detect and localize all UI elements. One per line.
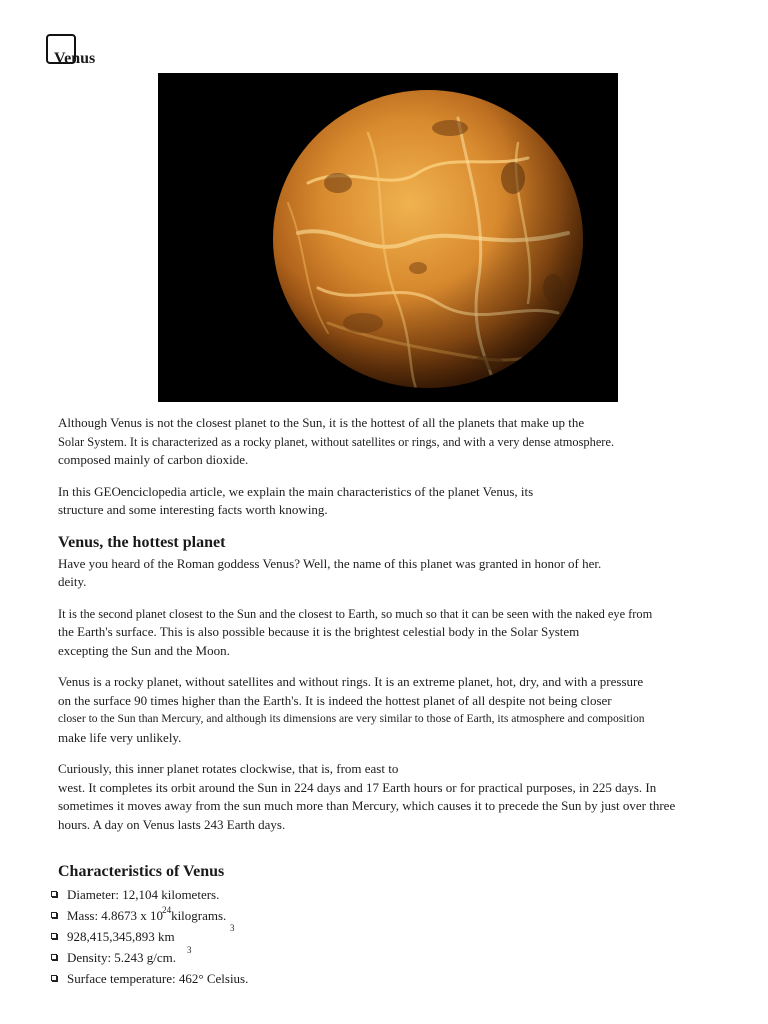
list-item-mass: Mass: 4.8673 x $10^{24}kilograms$. [51,905,711,926]
mass-exponent: 24 [162,905,172,915]
square-bullet-icon [51,891,57,897]
intro-paragraph-2: In this GEOenciclopedia article, we explain the main characteristics of the planet Venus, its structure and some interesting facts worth knowing. [58,483,534,517]
square-bullet-icon [51,975,57,981]
hottest-paragraph-3: Venus is a rocky planet, without satellites and without rings. It is an extreme planet, hot, dry, and with a pressure on the surface 90 times higher than the Earth's. It is indeed the hottest planet of all despite not being closer closer to the Sun than Mercury, and although its dimensions are very similar to those of Earth, its atmosphere and composition make life very unlikely. [58,674,645,745]
intro-paragraph-1: Although Venus is not the closest planet to the Sun, it is the hottest of all the planets that make up the Solar System. It is characterized as a rocky planet, without satellites or rings, and with a very dense atmosphere. composed mainly of carbon dioxide. [58,415,615,467]
list-item-diameter: Diameter: 12,104 kilometers. [51,884,711,905]
section-heading-characteristics: Characteristics of Venus [58,863,225,880]
square-bullet-icon [51,954,57,960]
page-title: Venus [54,50,96,67]
volume-exponent: 3 [230,923,235,933]
square-bullet-icon [51,933,57,939]
venus-planet-image [158,73,618,402]
list-item-surface-temperature: Surface temperature: 462° Celsius. [51,968,711,989]
square-bullet-icon [51,912,57,918]
hottest-paragraph-2: It is the second planet closest to the Sun and the closest to Earth, so much so that it can be seen with the naked eye from the Earth's surface. This is also possible because it is the brightest celestial body in the Solar System excepting the Sun and the Moon. [58,606,653,658]
article-body [58,414,718,989]
hottest-paragraph-1: Have you heard of the Roman goddess Venus? Well, the name of this planet was granted in honor of her. deity. [58,555,602,589]
hottest-paragraph-4: Curiously, this inner planet rotates clockwise, that is, from east to west. It completes its orbit around the Sun in 224 days and 17 Earth hours or for practical purposes, in 225 days. In sometimes it moves away from the sun much more than Mercury, which causes it to precede the Sun by just over three hours. A day on Venus lasts 243 Earth days. [58,761,676,832]
section-heading-hottest-planet: Venus, the hottest planet [58,533,226,551]
density-exponent: 3 [187,945,192,955]
venus-illustration [158,73,618,402]
list-item-density: Density: 5.243 g/cm. 3 [51,947,711,968]
characteristics-list [51,884,711,989]
list-item-volume: 928,415,345,893 km 3 [51,926,711,947]
document-header [46,34,166,68]
